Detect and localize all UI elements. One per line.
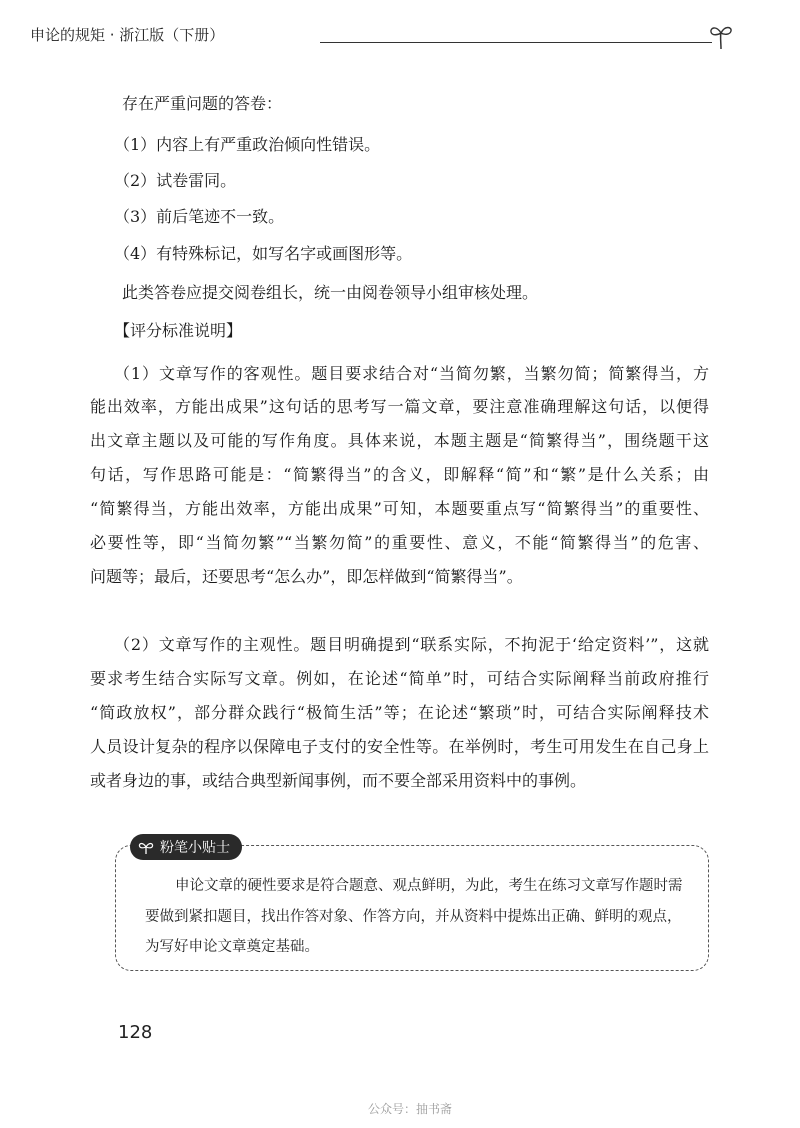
paragraph-line: 句话，写作思路可能是：“简繁得当”的含义，即解释“简”和“繁”是什么关系；由 xyxy=(90,465,709,484)
list-item: （3）前后笔迹不一致。 xyxy=(114,207,285,226)
paragraph-line: 出文章主题以及可能的写作角度。具体来说，本题主题是“简繁得当”，围绕题干这 xyxy=(90,431,709,450)
paragraph-line: （2）文章写作的主观性。题目明确提到“联系实际，不拘泥于‘给定资料’”，这就 xyxy=(114,635,709,654)
list-item: （1）内容上有严重政治倾向性错误。 xyxy=(114,135,381,154)
book-title: 申论的规矩 · 浙江版（下册） xyxy=(30,26,225,44)
tip-label: 粉笔小贴士 xyxy=(160,840,230,856)
paragraph-line: 人员设计复杂的程序以保障电子支付的安全性等。在举例时，考生可用发生在自己身上 xyxy=(90,737,709,756)
footer-watermark: 公众号：抽书斋 xyxy=(368,1102,453,1116)
paragraph-line: 或者身边的事，或结合典型新闻事例，而不要全部采用资料中的事例。 xyxy=(90,771,587,790)
header-rule xyxy=(320,42,712,43)
paragraph-line: “简繁得当，方能出效率，方能出成果”可知，本题要重点写“简繁得当”的重要性、 xyxy=(90,499,709,518)
paragraph-line: 必要性等，即“当简勿繁”“当繁勿简”的重要性、意义，不能“简繁得当”的危害、 xyxy=(90,533,709,552)
paragraph-line: 要求考生结合实际写文章。例如，在论述“简单”时，可结合实际阐释当前政府推行 xyxy=(90,669,709,688)
paragraph-line: 能出效率，方能出成果”这句话的思考写一篇文章，要注意准确理解这句话，以便得 xyxy=(90,397,709,416)
running-header xyxy=(30,22,730,50)
conclusion-text: 此类答卷应提交阅卷组长，统一由阅卷领导小组审核处理。 xyxy=(122,283,539,302)
paragraph-line: （1）文章写作的客观性。题目要求结合对“当简勿繁，当繁勿简；简繁得当，方 xyxy=(114,364,709,383)
tip-box xyxy=(115,840,709,971)
sprout-icon xyxy=(708,22,734,50)
tip-line: 申论文章的硬性要求是符合题意、观点鲜明，为此，考生在练习文章写作题时需 xyxy=(175,878,683,894)
sprout-icon xyxy=(138,839,154,855)
tip-line: 要做到紧扣题目，找出作答对象、作答方向，并从资料中提炼出正确、鲜明的观点， xyxy=(145,909,682,925)
intro-text: 存在严重问题的答卷： xyxy=(122,94,283,113)
paragraph-line: 问题等；最后，还要思考“怎么办”，即怎样做到“简繁得当”。 xyxy=(90,567,523,586)
tip-line: 为写好申论文章奠定基础。 xyxy=(145,939,319,955)
list-item: （4）有特殊标记，如写名字或画图形等。 xyxy=(114,244,413,263)
page-number: 128 xyxy=(118,1022,153,1043)
tip-badge xyxy=(130,834,242,860)
list-item: （2）试卷雷同。 xyxy=(114,171,237,190)
section-heading: 【评分标准说明】 xyxy=(114,321,243,340)
paragraph-line: “简政放权”，部分群众践行“极简生活”等；在论述“繁琐”时，可结合实际阐释技术 xyxy=(90,703,709,722)
